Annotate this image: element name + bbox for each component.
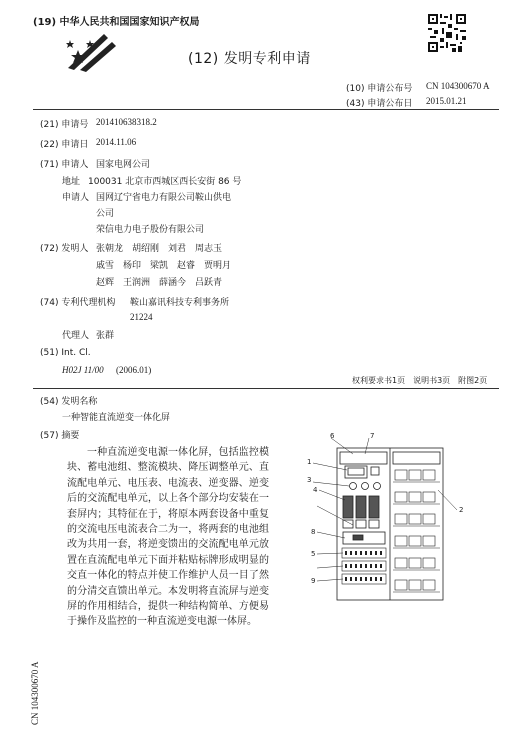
fig-label-9: 9 [311, 577, 316, 585]
fig-label-7: 7 [370, 432, 375, 440]
battery-bank [393, 470, 440, 592]
intcl-version: (2006.01) [116, 365, 152, 375]
fig-label-4: 4 [313, 486, 318, 494]
app-no-label: (21) 申请号 [40, 120, 89, 130]
fig-label-2: 2 [459, 506, 464, 514]
agency-label: (74) 专利代理机构 [40, 298, 116, 308]
app-date-label: (22) 申请日 [40, 140, 89, 150]
inventors-line2: 戚雪 杨印 梁凯 赵睿 贾明月 [96, 261, 232, 271]
applicant2-line2: 公司 [96, 209, 115, 219]
agent-label: 代理人 [62, 331, 90, 341]
fig-label-6: 6 [330, 432, 335, 440]
side-pub-no: CN 104300670 A [30, 661, 40, 725]
abstract-label: (57) 摘要 [40, 431, 80, 441]
invention-title: 一种智能直流逆变一体化屏 [62, 413, 171, 423]
applicant2-line1: 国网辽宁省电力有限公司鞍山供电 [96, 193, 232, 203]
agency-line2: 21224 [130, 312, 153, 322]
inventor-label: (72) 发明人 [40, 244, 89, 254]
applicant2-label: 申请人 [62, 193, 90, 203]
address-label: 地址 [62, 177, 81, 187]
agency-line1: 鞍山嘉讯科技专利事务所 [130, 298, 230, 308]
applicant-label: (71) 申请人 [40, 160, 89, 170]
pub-date-label: (43) 申请公布日 [346, 99, 413, 109]
address: 100031 北京市西城区西长安街 86 号 [88, 177, 242, 187]
pub-no-label: (10) 申请公布号 [346, 84, 413, 94]
app-no: 201410638318.2 [96, 117, 157, 127]
fig-label-3: 3 [307, 476, 312, 484]
fig-label-5: 5 [311, 550, 316, 558]
abstract-text: 一种直流逆变电源一体化屏，包括监控模块、蓄电池组、整流模块、降压调整单元、直流配电单元、电压表、电流表、逆变器、逆变后的交流配电单元，以上各个部分均安装在一套屏内；其特征在于，将原本两套设备中重复的交流电压电流表合二为一，将两套的电池组改为共用一套，将逆变馈出的交流配电单元放置在直流配电单元下面并粘贴标牌形成明显的交直一体化的特点并使工作维护人员一目了然的分清交直馈出单元。本发明将直流屏与逆变屏的作用相结合，提供一种结构简单、方便易于操作及监控的一种直流逆变电源一体屏。 [67, 447, 269, 628]
fig-label-8: 8 [311, 528, 316, 536]
patent-figure [305, 430, 480, 610]
biblio-rule [33, 388, 499, 389]
fig-label-1: 1 [307, 458, 312, 466]
qr-code-icon [428, 14, 466, 52]
pub-no: CN 104300670 A [426, 81, 490, 91]
office-name: (19) 中华人民共和国国家知识产权局 [33, 17, 200, 28]
title-label: (54) 发明名称 [40, 397, 98, 407]
applicant: 国家电网公司 [96, 160, 151, 170]
inventors-line1: 张朝龙 胡绍刚 刘君 周志玉 [96, 244, 223, 254]
app-date: 2014.11.06 [96, 137, 137, 147]
applicant3: 荣信电力电子股份有限公司 [96, 225, 205, 235]
intcl-label: (51) Int. Cl. [40, 348, 91, 358]
pages-info: 权利要求书1页 说明书3页 附图2页 [352, 376, 488, 385]
pub-date: 2015.01.21 [426, 96, 467, 106]
inverter [343, 532, 385, 544]
document-type: (12) 发明专利申请 [188, 51, 311, 67]
agent: 张群 [96, 331, 115, 341]
intcl-code: H02J 11/00 [62, 365, 104, 375]
cnipa-emblem-icon [64, 28, 126, 72]
inventors-line3: 赵辉 王润洲 薛涵今 吕跃青 [96, 278, 223, 288]
header-rule [33, 109, 499, 110]
